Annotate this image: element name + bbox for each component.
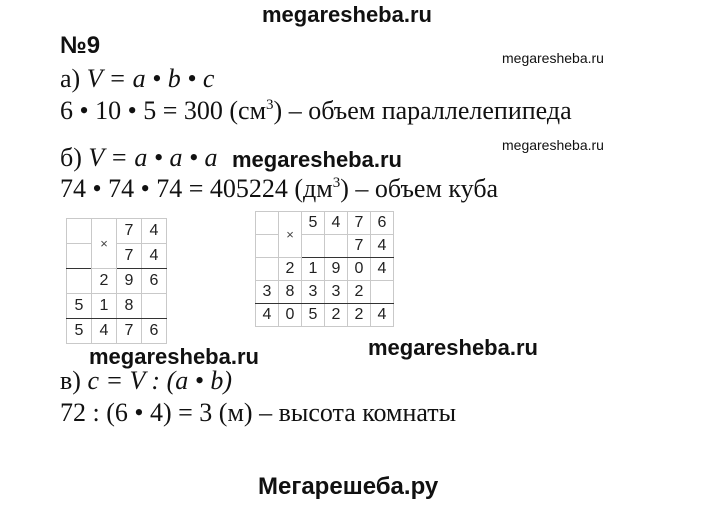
grid-cell: 0 <box>279 304 302 327</box>
grid-cell: 5 <box>67 319 92 344</box>
multiply-sign: × <box>279 212 302 258</box>
part-b-exponent: 3 <box>332 175 341 191</box>
grid-cell: 4 <box>256 304 279 327</box>
multiply-sign: × <box>92 219 117 269</box>
grid-cell: 2 <box>92 269 117 294</box>
grid-cell: 4 <box>92 319 117 344</box>
part-c-calculation: 72 : (6 • 4) = 3 (м) – высота комнаты <box>60 398 457 427</box>
part-c-formula-text: c = V : (a • b) <box>87 366 233 395</box>
grid-cell: 2 <box>348 304 371 327</box>
grid-cell: 2 <box>325 304 348 327</box>
watermark-right-1: megaresheba.ru <box>502 50 604 66</box>
grid-cell: 9 <box>117 269 142 294</box>
part-b-label: б) <box>60 143 82 172</box>
grid-cell: 4 <box>371 258 394 281</box>
grid-cell: 6 <box>142 319 167 344</box>
part-b-calculation <box>60 174 498 204</box>
grid-cell: 0 <box>348 258 371 281</box>
grid-cell <box>371 281 394 304</box>
grid-cell: 8 <box>279 281 302 304</box>
part-a-calc-tail: ) – объем параллелепипеда <box>273 96 572 125</box>
grid-cell: 3 <box>325 281 348 304</box>
watermark-middle: megaresheba.ru <box>232 147 402 172</box>
grid-cell <box>256 212 279 235</box>
footer-watermark: Мегарешеба.ру <box>258 473 439 500</box>
grid-cell: 2 <box>279 258 302 281</box>
watermark-bottom-right: megaresheba.ru <box>368 335 538 360</box>
multiplication-grid-5476x74 <box>255 211 394 327</box>
grid-cell: 5 <box>302 304 325 327</box>
grid-cell: 5 <box>302 212 325 235</box>
watermark-bottom-left: megaresheba.ru <box>89 344 259 369</box>
part-b-formula <box>60 143 218 173</box>
part-a-label: а) <box>60 64 81 93</box>
grid-cell: 4 <box>325 212 348 235</box>
grid-cell <box>325 235 348 258</box>
part-a-exponent: 3 <box>266 97 274 113</box>
grid-cell: 7 <box>348 235 371 258</box>
grid-cell <box>142 294 167 319</box>
grid-cell: 2 <box>348 281 371 304</box>
watermark-top: megaresheba.ru <box>262 2 432 27</box>
grid-cell: 1 <box>302 258 325 281</box>
grid-cell <box>256 258 279 281</box>
grid-cell: 8 <box>117 294 142 319</box>
part-a-formula-text: V = a • b • c <box>86 64 215 93</box>
grid-cell <box>67 219 92 244</box>
grid-cell: 9 <box>325 258 348 281</box>
grid-cell <box>67 244 92 269</box>
grid-cell: 7 <box>117 244 142 269</box>
part-a-formula <box>60 64 214 94</box>
grid-cell: 4 <box>142 219 167 244</box>
grid-cell: 7 <box>117 319 142 344</box>
grid-cell <box>302 235 325 258</box>
grid-cell: 7 <box>348 212 371 235</box>
grid-cell <box>67 269 92 294</box>
grid-cell: 4 <box>142 244 167 269</box>
grid-cell: 7 <box>117 219 142 244</box>
watermark-right-2: megaresheba.ru <box>502 137 604 153</box>
part-b-formula-text: V = a • a • a <box>88 143 218 172</box>
grid-cell <box>256 235 279 258</box>
grid-cell: 6 <box>371 212 394 235</box>
part-a-calculation <box>60 96 572 126</box>
grid-cell: 1 <box>92 294 117 319</box>
part-c-label: в) <box>60 366 81 395</box>
grid-cell: 4 <box>371 304 394 327</box>
grid-cell: 6 <box>142 269 167 294</box>
part-b-calc-tail: ) – объем куба <box>340 174 499 203</box>
part-a-calc: 6 • 10 • 5 = 300 (см <box>60 96 267 125</box>
task-number: №9 <box>60 32 101 59</box>
multiplication-grid-74x74 <box>66 218 167 344</box>
part-c-formula <box>60 366 232 396</box>
grid-cell: 3 <box>302 281 325 304</box>
part-b-calc: 74 • 74 • 74 = 405224 (дм <box>60 174 333 203</box>
grid-cell: 3 <box>256 281 279 304</box>
grid-cell: 4 <box>371 235 394 258</box>
grid-cell: 5 <box>67 294 92 319</box>
